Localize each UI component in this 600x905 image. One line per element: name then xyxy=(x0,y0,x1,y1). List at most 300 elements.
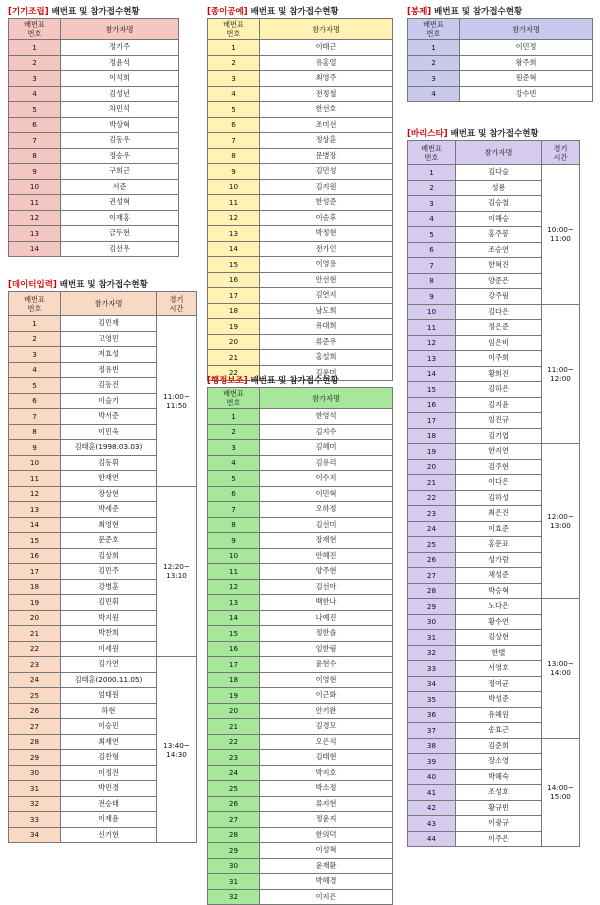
table-row xyxy=(208,71,393,87)
participant-name: 문병장 xyxy=(260,148,393,164)
bib-number: 11 xyxy=(9,471,61,487)
participant-name: 이주희 xyxy=(456,351,542,367)
bib-number: 12 xyxy=(208,210,260,226)
bib-number: 6 xyxy=(9,117,61,133)
bib-number: 5 xyxy=(408,227,456,243)
participant-name: 임한림 xyxy=(260,641,393,657)
participant-name: 김민성 xyxy=(260,164,393,180)
participant-name: 오은석 xyxy=(260,734,393,750)
table-row xyxy=(208,719,393,735)
bib-number: 6 xyxy=(208,486,260,502)
participant-name: 김태훈(1998.03.03) xyxy=(61,440,157,456)
bib-number: 19 xyxy=(208,688,260,704)
table-row xyxy=(208,657,393,673)
bib-number: 26 xyxy=(9,703,61,719)
table-row xyxy=(208,874,393,890)
bib-number: 21 xyxy=(208,350,260,366)
bib-number: 17 xyxy=(208,288,260,304)
section-barista xyxy=(407,128,580,847)
participant-name: 이슬기 xyxy=(61,393,157,409)
table-row xyxy=(208,595,393,611)
bib-number: 4 xyxy=(208,455,260,471)
participant-name: 안선현 xyxy=(260,272,393,288)
table-row xyxy=(208,579,393,595)
participant-name: 김선미 xyxy=(260,517,393,533)
match-time-slot: 11:00~ 12:00 xyxy=(542,304,580,444)
table-row xyxy=(208,641,393,657)
bib-number: 1 xyxy=(9,40,61,56)
participant-name: 홍주봉 xyxy=(456,227,542,243)
bib-number: 25 xyxy=(9,688,61,704)
bib-number: 8 xyxy=(408,273,456,289)
participant-name: 김동진 xyxy=(61,378,157,394)
participant-name: 김윤미 xyxy=(260,365,393,381)
bib-number: 22 xyxy=(208,734,260,750)
bib-number-header: 배번표 번호 xyxy=(9,19,61,40)
participant-name: 오하정 xyxy=(260,502,393,518)
bib-number: 31 xyxy=(208,874,260,890)
bib-number: 23 xyxy=(408,506,456,522)
roster-table xyxy=(407,140,580,847)
participant-name: 김다슬 xyxy=(456,165,542,181)
bib-number: 29 xyxy=(408,599,456,615)
participant-name: 김주현 xyxy=(456,459,542,475)
bib-number: 16 xyxy=(208,641,260,657)
table-row xyxy=(408,444,580,460)
table-row xyxy=(208,781,393,797)
table-row xyxy=(208,734,393,750)
bib-number: 6 xyxy=(408,242,456,258)
bib-number: 25 xyxy=(408,537,456,553)
participant-name: 이재홍 xyxy=(61,210,179,226)
bib-number: 14 xyxy=(408,366,456,382)
participant-name: 강수빈 xyxy=(460,86,593,102)
participant-name: 김선아 xyxy=(260,579,393,595)
table-row xyxy=(208,102,393,118)
participant-name: 서준 xyxy=(61,179,179,195)
bib-number: 18 xyxy=(408,428,456,444)
participant-name: 김가연 xyxy=(61,657,157,673)
bib-number: 18 xyxy=(208,672,260,688)
participant-name: 전승태 xyxy=(61,796,157,812)
participant-name: 정여균 xyxy=(456,676,542,692)
participant-name: 권성혁 xyxy=(61,195,179,211)
bib-number: 12 xyxy=(9,486,61,502)
table-row xyxy=(208,533,393,549)
participant-name-header: 참가자명 xyxy=(260,19,393,40)
bib-number: 27 xyxy=(408,568,456,584)
participant-name: 김지윤 xyxy=(456,397,542,413)
participant-name: 박소정 xyxy=(260,781,393,797)
participant-name: 김지수 xyxy=(260,424,393,440)
bib-number: 28 xyxy=(9,734,61,750)
table-row xyxy=(9,195,179,211)
bib-number: 13 xyxy=(9,502,61,518)
bib-number: 30 xyxy=(408,614,456,630)
bib-number: 21 xyxy=(9,626,61,642)
match-time-header: 경기 시간 xyxy=(157,292,197,316)
participant-name: 성가람 xyxy=(456,552,542,568)
bib-number: 8 xyxy=(208,148,260,164)
bib-number-header: 배번표 번호 xyxy=(9,292,61,316)
table-row xyxy=(408,40,593,56)
table-row xyxy=(208,319,393,335)
table-row xyxy=(208,117,393,133)
participant-name: 정승우 xyxy=(61,148,179,164)
participant-name: 정윤지 xyxy=(260,812,393,828)
bib-number: 26 xyxy=(208,796,260,812)
table-row xyxy=(208,827,393,843)
bib-number: 11 xyxy=(208,195,260,211)
bib-number: 20 xyxy=(208,334,260,350)
participant-name: 김동휘 xyxy=(61,455,157,471)
table-row xyxy=(208,40,393,56)
bib-number: 36 xyxy=(408,707,456,723)
participant-name: 최영현 xyxy=(61,517,157,533)
bib-number: 22 xyxy=(208,365,260,381)
bib-number: 7 xyxy=(208,133,260,149)
bib-number: 3 xyxy=(408,196,456,212)
participant-name: 김민재 xyxy=(61,316,157,332)
bib-number: 9 xyxy=(208,533,260,549)
bib-number: 5 xyxy=(208,102,260,118)
participant-name: 한재연 xyxy=(61,471,157,487)
table-row xyxy=(208,241,393,257)
participant-name: 김준희 xyxy=(456,738,542,754)
participant-name: 김상현 xyxy=(456,630,542,646)
section-data-entry xyxy=(8,279,197,843)
bib-number: 7 xyxy=(9,133,61,149)
participant-name: 문준호 xyxy=(61,533,157,549)
participant-name: 이승후 xyxy=(260,210,393,226)
participant-name: 조성호 xyxy=(456,785,542,801)
participant-name: 박혜경 xyxy=(260,874,393,890)
table-row xyxy=(208,164,393,180)
participant-name: 원준혁 xyxy=(460,71,593,87)
bib-number: 34 xyxy=(408,676,456,692)
section-title: [데이터입력] 배번표 및 참가접수현황 xyxy=(8,280,148,290)
bib-number: 3 xyxy=(9,71,61,87)
participant-name: 금두현 xyxy=(61,226,179,242)
participant-name: 황수연 xyxy=(456,614,542,630)
bib-number: 41 xyxy=(408,785,456,801)
bib-number: 2 xyxy=(408,180,456,196)
table-header xyxy=(9,292,197,316)
bib-number: 4 xyxy=(408,86,460,102)
section-title: [행정보조] 배번표 및 참가접수현황 xyxy=(207,376,339,386)
bib-number: 24 xyxy=(408,521,456,537)
table-header xyxy=(9,19,179,40)
participant-name: 홍문표 xyxy=(456,537,542,553)
bib-number: 16 xyxy=(208,272,260,288)
participant-name: 김동우 xyxy=(61,133,179,149)
participant-name: 남도희 xyxy=(260,303,393,319)
table-row xyxy=(9,55,179,71)
participant-name: 유혜원 xyxy=(456,707,542,723)
participant-name: 김민휘 xyxy=(61,595,157,611)
participant-name: 조미선 xyxy=(260,117,393,133)
participant-name: 임진규 xyxy=(456,413,542,429)
bib-number: 2 xyxy=(208,55,260,71)
bib-number: 18 xyxy=(208,303,260,319)
roster-table xyxy=(207,18,393,381)
participant-name: 안혜진 xyxy=(260,548,393,564)
participant-name: 이영용 xyxy=(260,257,393,273)
participant-name: 한영석 xyxy=(260,409,393,425)
table-row xyxy=(9,102,179,118)
participant-name: 성룡 xyxy=(456,180,542,196)
bib-number: 19 xyxy=(208,319,260,335)
participant-name-header: 참가자명 xyxy=(61,292,157,316)
participant-name: 이민정 xyxy=(460,40,593,56)
bib-number: 14 xyxy=(208,610,260,626)
table-row xyxy=(208,210,393,226)
table-row xyxy=(208,486,393,502)
participant-name: 강병훈 xyxy=(61,579,157,595)
table-row xyxy=(208,440,393,456)
participant-name: 김하은 xyxy=(456,382,542,398)
participant-name: 이민욱 xyxy=(61,424,157,440)
participant-name: 황희진 xyxy=(456,366,542,382)
table-row xyxy=(208,350,393,366)
table-row xyxy=(9,148,179,164)
bib-number: 15 xyxy=(208,626,260,642)
table-row xyxy=(208,765,393,781)
bib-number: 10 xyxy=(408,304,456,320)
participant-name: 이효준 xyxy=(456,521,542,537)
participant-name: 정기주 xyxy=(61,40,179,56)
table-row xyxy=(208,843,393,859)
bib-number: 4 xyxy=(9,86,61,102)
bib-number: 35 xyxy=(408,692,456,708)
participant-name: 하현 xyxy=(61,703,157,719)
bib-number: 8 xyxy=(9,148,61,164)
participant-name: 박찬희 xyxy=(61,626,157,642)
participant-name: 양준은 xyxy=(456,273,542,289)
participant-name: 윤재환 xyxy=(260,858,393,874)
table-row xyxy=(408,71,593,87)
participant-name: 임은비 xyxy=(456,335,542,351)
table-row xyxy=(9,71,179,87)
bib-number: 23 xyxy=(208,750,260,766)
table-row xyxy=(9,40,179,56)
bib-number: 3 xyxy=(208,440,260,456)
bib-number: 25 xyxy=(208,781,260,797)
participant-name: 김상희 xyxy=(61,548,157,564)
table-row xyxy=(208,55,393,71)
roster-table xyxy=(407,18,593,102)
bib-number: 43 xyxy=(408,816,456,832)
participant-name: 양주현 xyxy=(260,564,393,580)
participant-name: 김지원 xyxy=(260,179,393,195)
roster-table xyxy=(207,387,393,905)
participant-name: 이다은 xyxy=(456,475,542,491)
participant-name: 박상혁 xyxy=(61,117,179,133)
table-row xyxy=(9,86,179,102)
participant-name: 이지은 xyxy=(260,889,393,905)
table-header xyxy=(408,141,580,165)
participant-name: 장재현 xyxy=(260,533,393,549)
bib-number: 14 xyxy=(9,517,61,533)
table-row xyxy=(208,148,393,164)
match-time-slot: 13:00~ 14:00 xyxy=(542,599,580,739)
bib-number: 19 xyxy=(9,595,61,611)
table-row xyxy=(208,750,393,766)
participant-name: 김연지 xyxy=(260,288,393,304)
bib-number: 16 xyxy=(408,397,456,413)
participant-name: 황규빈 xyxy=(456,800,542,816)
table-row xyxy=(208,812,393,828)
bib-number: 10 xyxy=(208,179,260,195)
bib-number: 22 xyxy=(408,490,456,506)
bib-number: 1 xyxy=(408,165,456,181)
bib-number: 10 xyxy=(9,179,61,195)
participant-name: 차민석 xyxy=(61,102,179,118)
table-row xyxy=(208,226,393,242)
participant-name: 장상현 xyxy=(61,486,157,502)
section-title: [봉제] 배번표 및 참가접수현황 xyxy=(407,7,523,17)
table-row xyxy=(9,117,179,133)
table-row xyxy=(408,738,580,754)
bib-number: 12 xyxy=(9,210,61,226)
participant-name: 장소영 xyxy=(456,754,542,770)
bib-number: 44 xyxy=(408,831,456,847)
bib-number: 24 xyxy=(9,672,61,688)
participant-name: 박민경 xyxy=(61,781,157,797)
table-row xyxy=(408,55,593,71)
table-row xyxy=(208,133,393,149)
bib-number: 11 xyxy=(408,320,456,336)
bib-number: 39 xyxy=(408,754,456,770)
participant-name: 백한나 xyxy=(260,595,393,611)
bib-number: 9 xyxy=(408,289,456,305)
bib-number: 2 xyxy=(9,55,61,71)
bib-number: 9 xyxy=(9,440,61,456)
bib-number: 15 xyxy=(9,533,61,549)
participant-name: 류준우 xyxy=(260,334,393,350)
table-row xyxy=(208,858,393,874)
match-time-slot: 12:00~ 13:00 xyxy=(542,444,580,599)
table-row xyxy=(208,626,393,642)
bib-number: 3 xyxy=(208,71,260,87)
bib-number: 38 xyxy=(408,738,456,754)
match-time-slot: 10:00~ 11:00 xyxy=(542,165,580,305)
table-header xyxy=(408,19,593,40)
bib-number: 10 xyxy=(208,548,260,564)
table-row xyxy=(208,195,393,211)
match-time-header: 경기 시간 xyxy=(542,141,580,165)
bib-number: 31 xyxy=(9,781,61,797)
bib-number: 24 xyxy=(208,765,260,781)
table-header xyxy=(208,388,393,409)
participant-name: 김민주 xyxy=(61,564,157,580)
table-row xyxy=(208,288,393,304)
participant-name: 김경모 xyxy=(260,719,393,735)
table-row xyxy=(9,133,179,149)
bib-number: 5 xyxy=(208,471,260,487)
participant-name: 김찬형 xyxy=(61,750,157,766)
bib-number: 1 xyxy=(208,409,260,425)
participant-name: 서영호 xyxy=(456,661,542,677)
participant-name: 유홍열 xyxy=(260,55,393,71)
section-title: [바리스타] 배번표 및 참가접수현황 xyxy=(407,129,539,139)
bib-number: 7 xyxy=(408,258,456,274)
bib-number: 32 xyxy=(408,645,456,661)
table-header xyxy=(208,19,393,40)
participant-name: 정상훈 xyxy=(260,133,393,149)
participant-name: 한의덕 xyxy=(260,827,393,843)
bib-number: 13 xyxy=(9,226,61,242)
table-row xyxy=(408,599,580,615)
bib-number: 2 xyxy=(408,55,460,71)
participant-name: 이주은 xyxy=(456,831,542,847)
bib-number: 15 xyxy=(208,257,260,273)
bib-number: 21 xyxy=(408,475,456,491)
table-row xyxy=(208,517,393,533)
participant-name: 이태근 xyxy=(260,40,393,56)
bib-number: 5 xyxy=(9,378,61,394)
bib-number: 30 xyxy=(208,858,260,874)
bib-number: 31 xyxy=(408,630,456,646)
table-row xyxy=(208,455,393,471)
bib-number: 34 xyxy=(9,827,61,843)
table-row xyxy=(208,409,393,425)
bib-number: 17 xyxy=(408,413,456,429)
table-row xyxy=(408,165,580,181)
section-title: [종이공예] 배번표 및 참가접수현황 xyxy=(207,7,339,17)
participant-name: 최재연 xyxy=(61,734,157,750)
table-row xyxy=(208,502,393,518)
participant-name-header: 참가자명 xyxy=(260,388,393,409)
participant-name: 이민혁 xyxy=(260,486,393,502)
bib-number: 3 xyxy=(408,71,460,87)
roster-table xyxy=(8,291,197,843)
table-row xyxy=(408,86,593,102)
participant-name: 이정진 xyxy=(61,765,157,781)
participant-name: 이승민 xyxy=(61,719,157,735)
bib-number: 16 xyxy=(9,548,61,564)
bib-number: 7 xyxy=(208,502,260,518)
participant-name: 나예진 xyxy=(260,610,393,626)
bib-number: 3 xyxy=(9,347,61,363)
participant-name: 김하성 xyxy=(456,490,542,506)
table-row xyxy=(9,226,179,242)
table-row xyxy=(208,303,393,319)
bib-number: 4 xyxy=(208,86,260,102)
bib-number: 1 xyxy=(9,316,61,332)
bib-number: 2 xyxy=(208,424,260,440)
participant-name: 신기현 xyxy=(61,827,157,843)
bib-number: 11 xyxy=(208,564,260,580)
table-row xyxy=(9,486,197,502)
bib-number: 9 xyxy=(9,164,61,180)
participant-name: 이영현 xyxy=(260,672,393,688)
table-row xyxy=(9,316,197,332)
bib-number: 20 xyxy=(9,610,61,626)
participant-name: 구희근 xyxy=(61,164,179,180)
table-row xyxy=(208,688,393,704)
participant-name: 이근화 xyxy=(260,688,393,704)
table-row xyxy=(208,564,393,580)
bib-number: 13 xyxy=(208,226,260,242)
participant-name: 강주림 xyxy=(456,289,542,305)
participant-name: 엄태원 xyxy=(61,688,157,704)
participant-name: 박세준 xyxy=(61,502,157,518)
table-row xyxy=(9,657,197,673)
table-row xyxy=(208,471,393,487)
bib-number: 28 xyxy=(208,827,260,843)
bib-number: 32 xyxy=(9,796,61,812)
